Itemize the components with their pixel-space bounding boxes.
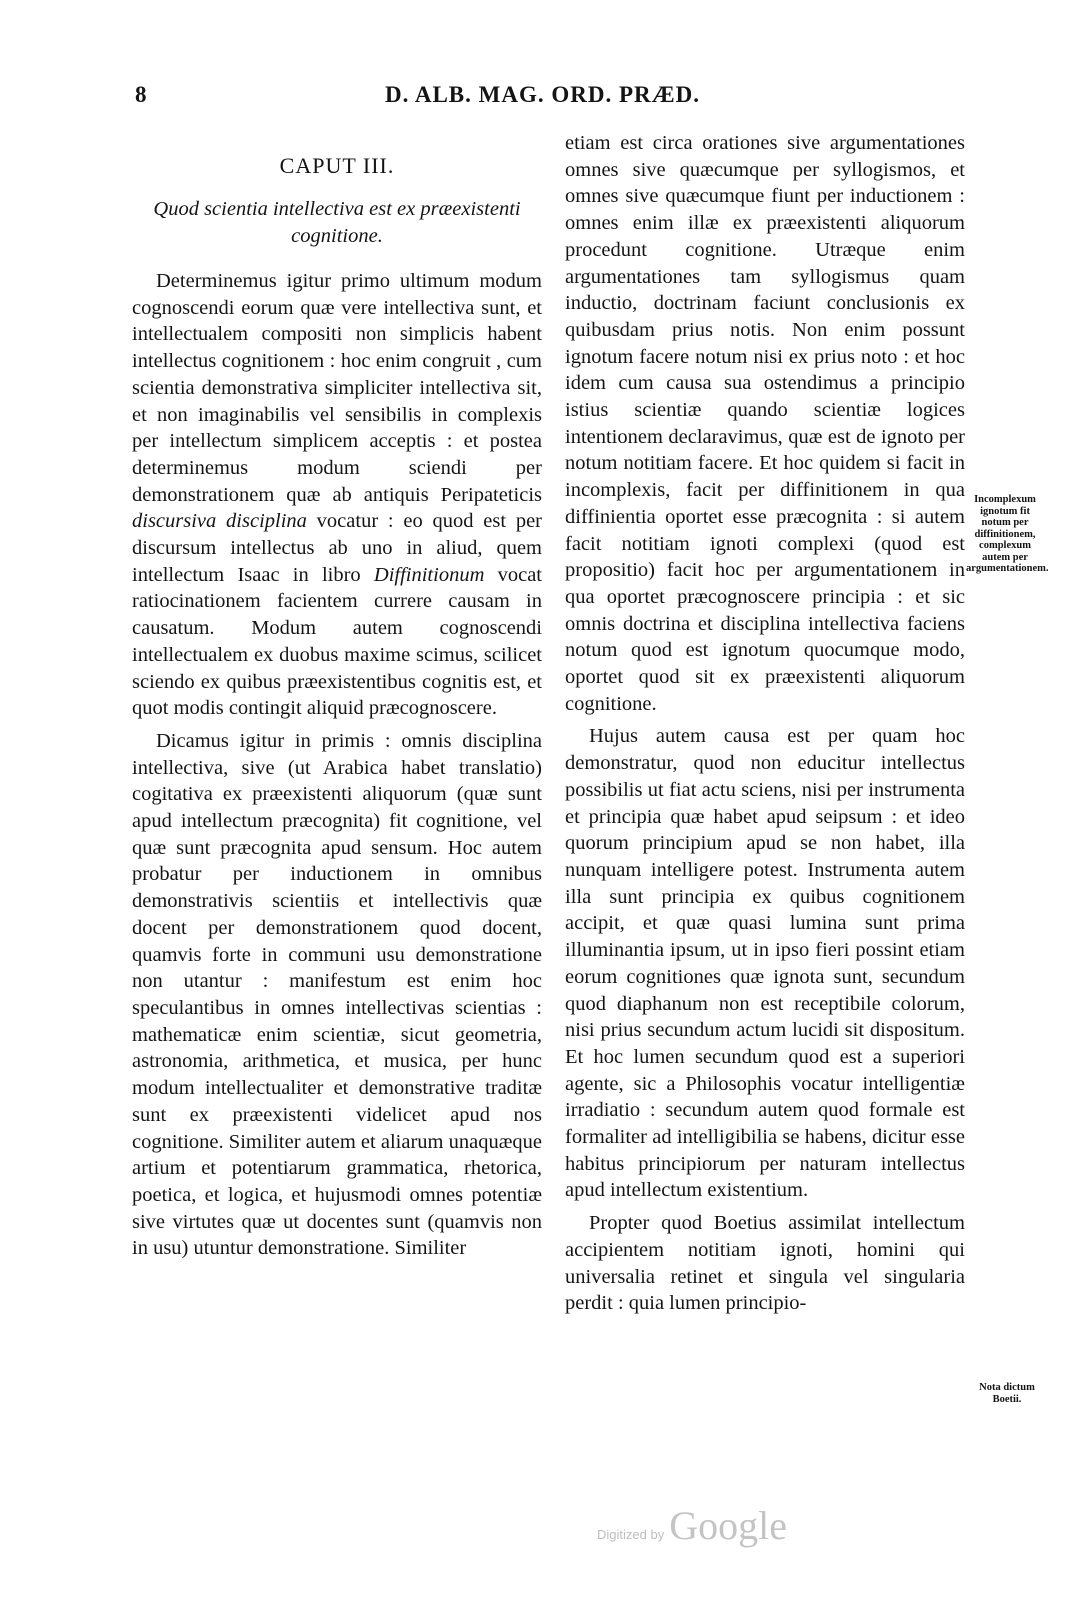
running-head: D. ALB. MAG. ORD. PRÆD. bbox=[385, 82, 700, 107]
text-run: vocatur : eo quod est per discursum intellectus ab uno in aliud, quem intellectum Isaac in libro bbox=[132, 510, 542, 586]
chapter-subtitle: Quod scientia intellectiva est ex præexistenti cognitione. bbox=[153, 198, 521, 247]
paragraph-continuation: etiam est circa orationes sive argumentationes omnes sive quæcumque per syllogismos, et omnes sive quæcumque fiunt per inductionem : omnes enim illæ ex præexistenti aliquorum procedunt cognitione. Utræque enim argumentationes tam syllogismus quam inductio, doctrinam faciunt conclusionis ex quibusdam prius notis. Non enim possunt ignotum facere notum nisi ex prius noto : et hoc idem cum causa sua ostendimus a principio istius scientiæ quando scientiæ logices intentionem declaravimus, quæ est de ignoto per notum notitiam facere. Et hoc quidem si facit in incomplexis, facit per diffinitionem in qua diffinientia oportet esse præcognita : si autem facit notitiam ignoti complexi (quod est propositio) facit hoc per argumentationem in qua oportet præcognoscere principia : et sic omnis doctrina et disciplina intellectiva faciens notum quod est ignotum quocumque modo, oportet quod sit ex præexistenti aliquorum cognitione. bbox=[565, 132, 965, 715]
italic-book-title: Diffinitionum bbox=[373, 563, 485, 586]
text-run: vocat ratiocinationem facientem currere causam in causatum. Modum autem cognoscendi intellectualem ex duobus maxime scimus, scilicet sciendo ex quibus præexistentibus cognitis est, et quot modis contingit aliquid præcognoscere. bbox=[132, 563, 542, 720]
google-digitized-watermark bbox=[597, 1502, 837, 1548]
chapter-title: CAPUT III. bbox=[279, 153, 395, 178]
paragraph-dicamus: Dicamus igitur in primis : omnis disciplina intellectiva, sive (ut Arabica habet translatio) cogitativa ex præexistenti aliquorum (quæ sunt apud intellectum præcognita) fit cognitione, vel quæ sunt præcognita apud sensum. Hoc autem probatur per inductionem in omnibus demonstrativis scientiis et intellectivis quæ docent per demonstrationem quod docent, quamvis forte in communi usu demonstratione non utantur : manifestum est enim hoc speculantibus in omnes intellectivas scientias : mathematicæ enim scientiæ, sicut geometria, astronomia, arithmetica, et musica, per hunc modum intellectualiter et demonstrative traditæ sunt ex præexistenti videlicet apud nos cognitione. Similiter autem et aliarum unaquæque artium et potentiarum grammatica, rhetorica, poetica, et logica, et hujusmodi omnes potentiæ sive virtutes quæ ut docentes sunt (quamvis non in usu) utuntur demonstratione. Similiter bbox=[132, 729, 542, 1260]
paragraph-determinemus bbox=[132, 268, 542, 722]
margin-note-incomplexum: Incomplexum ignotum fit notum per diffinitionem, complexum autem per argumentationem. bbox=[966, 494, 1049, 574]
left-column bbox=[132, 152, 542, 1262]
page-number: 8 bbox=[135, 82, 147, 107]
italic-term: discursiva disciplina bbox=[132, 510, 307, 533]
paragraph-propter: Propter quod Boetius assimilat intellectum accipientem notitiam ignoti, homini qui universalia retinet et singula vel singularia perdit : quia lumen principio- bbox=[565, 1212, 965, 1315]
google-logo: Google bbox=[669, 1503, 787, 1548]
digitized-by-label: Digitized by bbox=[597, 1527, 665, 1542]
right-column bbox=[565, 130, 965, 1317]
paragraph-hujus: Hujus autem causa est per quam hoc demonstratur, quod non educitur intellectus possibilis ut fiat actu sciens, nisi per instrumenta et principia quæ habet apud seipsum : et ideo quorum principium apud se non habet, illa nunquam intelligere potest. Instrumenta autem illa sunt principia ex quibus cognitionem accipit, et quæ quasi lumina sunt prima illuminantia ipsum, ut in ipso fieri possint etiam eorum cognitiones quæ ignota sunt, secundum quod diaphanum non est receptibile colorum, nisi prius secundum actum lucidi sit dispositum. Et hoc lumen secundum quod est a superiori agente, sic a Philosophis vocatur intelligentiæ irradiatio : secundum autem quod formale est formaliter ad intelligibilia se habens, dicitur esse habitus principiorum per naturam intellectus apud intellectum existentium. bbox=[565, 725, 965, 1202]
margin-note-boetius: Nota dictum Boetii. bbox=[979, 1382, 1035, 1405]
text-run: Determinemus igitur primo ultimum modum cognoscendi eorum quæ vere intellectiva sunt, et intellectualem compositi non simplicis habent intellectus cognitionem : hoc enim congruit , cum scientia demonstrativa simpliciter intellectiva sit, et non imaginabilis vel sensibilis in complexis per intellectum simplicem acceptis : et postea determinemus modum sciendi per demonstrationem quæ ab antiquis Peripateticis bbox=[132, 270, 542, 506]
